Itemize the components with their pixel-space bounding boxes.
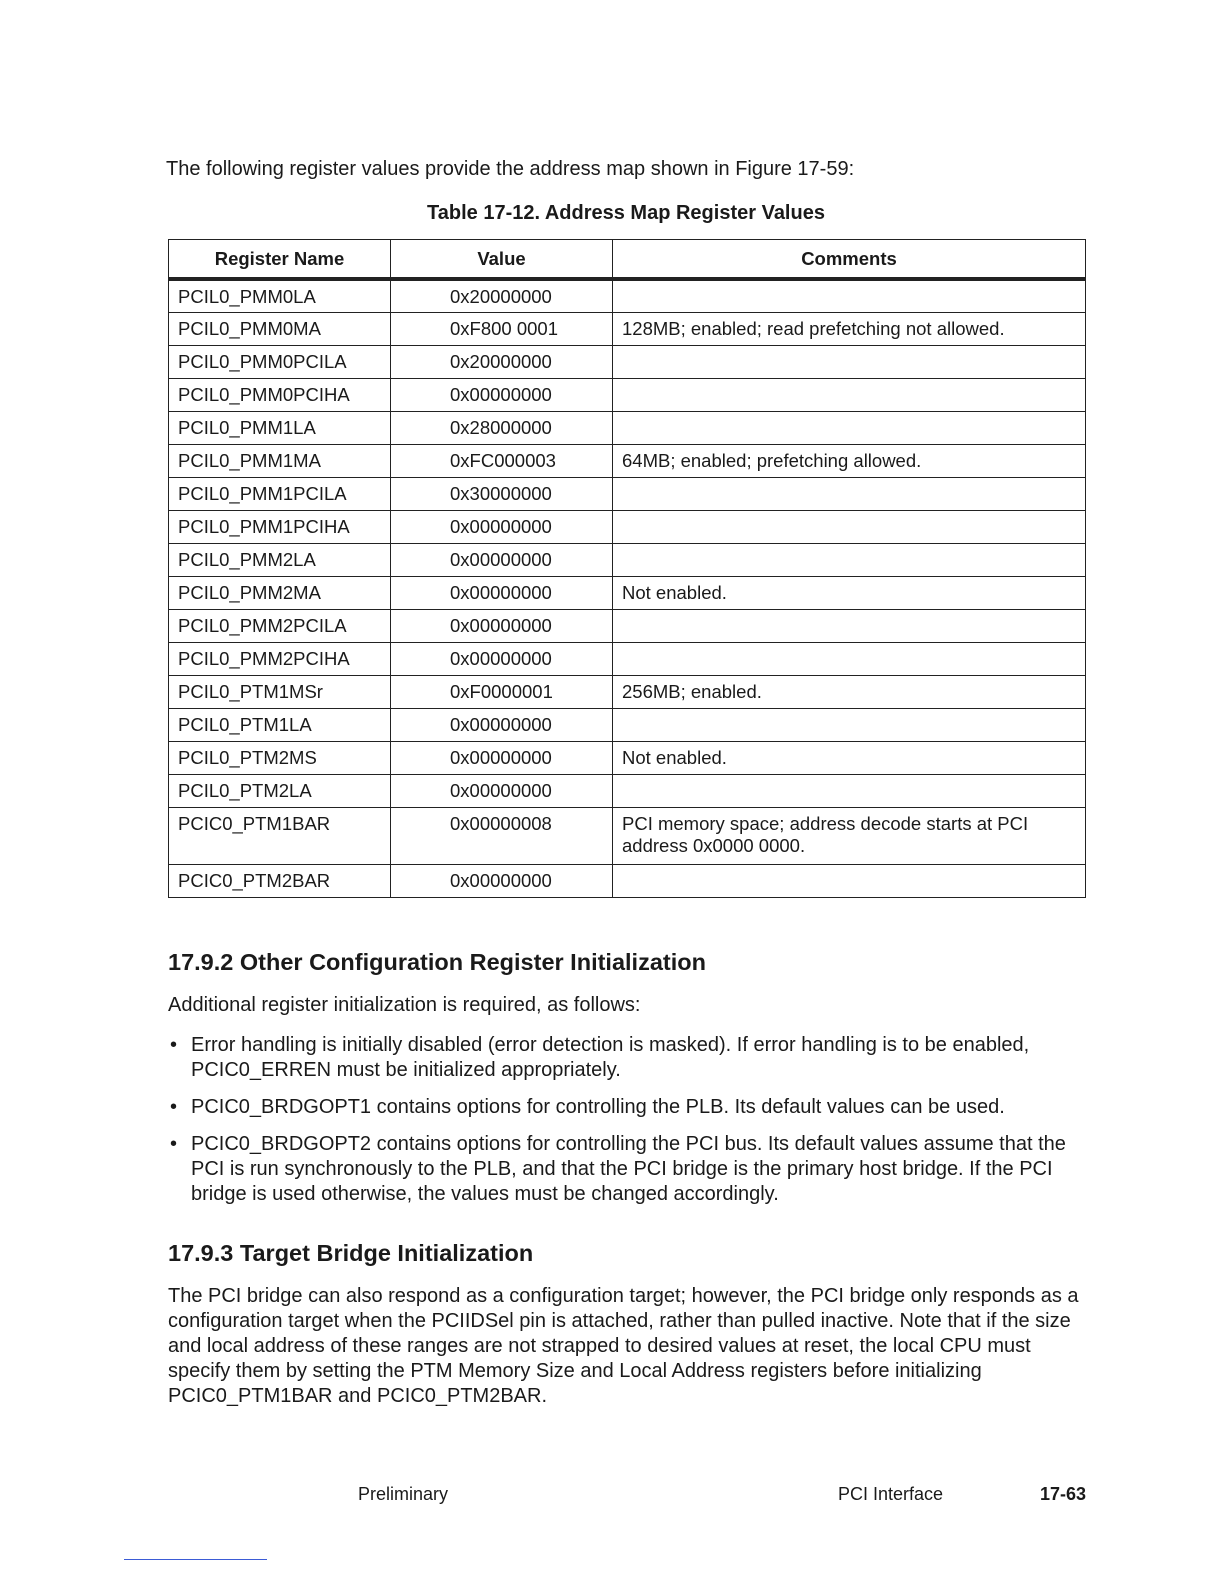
register-comment-cell <box>613 411 1086 444</box>
intro-text: The following register values provide the address map shown in Figure 17-59: <box>166 158 855 180</box>
address-map-table <box>168 239 1086 898</box>
register-name-cell: PCIL0_PTM1MSr <box>169 675 391 708</box>
list-item-text: PCIC0_BRDGOPT2 contains options for controlling the PCI bus. Its default values assume that the PCI is run synchronously to the PLB, and that the PCI bridge is the primary host bridge. If the PCI bridge is used otherwise, the values must be changed accordingly. <box>191 1133 1066 1205</box>
table-row <box>169 741 1086 774</box>
register-value-cell: 0x00000000 <box>391 609 613 642</box>
register-name-cell: PCIL0_PTM2LA <box>169 774 391 807</box>
register-comment-cell <box>613 510 1086 543</box>
list-item <box>168 1033 1088 1083</box>
register-value-cell: 0x00000000 <box>391 708 613 741</box>
register-name-cell: PCIL0_PMM0LA <box>169 279 391 312</box>
register-comment-cell <box>613 477 1086 510</box>
register-value-cell: 0x00000008 <box>391 807 613 864</box>
bullet-icon: • <box>170 1096 178 1118</box>
scan-edge-line <box>124 1559 267 1560</box>
register-comment-cell <box>613 609 1086 642</box>
table-row <box>169 444 1086 477</box>
register-value-cell: 0xF0000001 <box>391 675 613 708</box>
register-comment-cell: 128MB; enabled; read prefetching not allowed. <box>613 312 1086 345</box>
table-row <box>169 642 1086 675</box>
table-row <box>169 279 1086 312</box>
register-name-cell: PCIL0_PMM0MA <box>169 312 391 345</box>
register-comment-cell <box>613 378 1086 411</box>
register-comment-cell <box>613 864 1086 897</box>
register-name-cell: PCIL0_PMM0PCILA <box>169 345 391 378</box>
table-row <box>169 807 1086 864</box>
register-name-cell: PCIL0_PMM2LA <box>169 543 391 576</box>
table-row <box>169 774 1086 807</box>
section-heading-target-bridge: 17.9.3 Target Bridge Initialization <box>168 1240 534 1266</box>
table-row <box>169 510 1086 543</box>
table-row <box>169 708 1086 741</box>
register-value-cell: 0x00000000 <box>391 774 613 807</box>
table-row <box>169 312 1086 345</box>
register-comment-cell: PCI memory space; address decode starts at PCI address 0x0000 0000. <box>613 807 1086 864</box>
register-value-cell: 0x28000000 <box>391 411 613 444</box>
bullet-icon: • <box>170 1034 178 1056</box>
table-row <box>169 543 1086 576</box>
footer-chapter: PCI Interface <box>838 1484 944 1504</box>
list-item <box>168 1132 1088 1207</box>
register-name-cell: PCIL0_PTM2MS <box>169 741 391 774</box>
footer-status: Preliminary <box>358 1484 449 1504</box>
footer-page-number: 17-63 <box>1040 1484 1087 1504</box>
section-intro: Additional register initialization is required, as follows: <box>168 994 641 1016</box>
register-value-cell: 0x30000000 <box>391 477 613 510</box>
table-row <box>169 378 1086 411</box>
register-value-cell: 0x00000000 <box>391 741 613 774</box>
register-value-cell: 0xFC000003 <box>391 444 613 477</box>
register-value-cell: 0x00000000 <box>391 543 613 576</box>
register-name-cell: PCIL0_PMM1MA <box>169 444 391 477</box>
register-comment-cell <box>613 345 1086 378</box>
table-row <box>169 675 1086 708</box>
register-name-cell: PCIL0_PTM1LA <box>169 708 391 741</box>
register-name-cell: PCIC0_PTM2BAR <box>169 864 391 897</box>
table-row <box>169 345 1086 378</box>
register-value-cell: 0x00000000 <box>391 576 613 609</box>
table-row <box>169 864 1086 897</box>
register-value-cell: 0x00000000 <box>391 864 613 897</box>
table-row <box>169 576 1086 609</box>
register-name-cell: PCIL0_PMM2PCILA <box>169 609 391 642</box>
register-value-cell: 0xF800 0001 <box>391 312 613 345</box>
register-value-cell: 0x20000000 <box>391 345 613 378</box>
column-header-value: Value <box>391 240 613 280</box>
table-row <box>169 411 1086 444</box>
register-name-cell: PCIL0_PMM2PCIHA <box>169 642 391 675</box>
table-header-row <box>169 240 1086 280</box>
register-comment-cell <box>613 642 1086 675</box>
bullet-icon: • <box>170 1133 178 1155</box>
register-comment-cell <box>613 279 1086 312</box>
register-comment-cell <box>613 543 1086 576</box>
register-value-cell: 0x20000000 <box>391 279 613 312</box>
register-value-cell: 0x00000000 <box>391 642 613 675</box>
register-name-cell: PCIL0_PMM0PCIHA <box>169 378 391 411</box>
bullet-list <box>168 1033 1088 1219</box>
register-comment-cell: Not enabled. <box>613 576 1086 609</box>
register-value-cell: 0x00000000 <box>391 510 613 543</box>
list-item-text: PCIC0_BRDGOPT1 contains options for controlling the PLB. Its default values can be used. <box>191 1096 1005 1118</box>
section-body: The PCI bridge can also respond as a configuration target; however, the PCI bridge only responds as a configuration target when the PCIIDSel pin is attached, rather than pulled inactive. Note that if the size and local address of these ranges are not strapped to desired values at reset, the local CPU must specify them by setting the PTM Memory Size and Local Address registers before initializing PCIC0_PTM1BAR and PCIC0_PTM2BAR. <box>168 1285 1079 1407</box>
table-row <box>169 609 1086 642</box>
register-value-cell: 0x00000000 <box>391 378 613 411</box>
list-item <box>168 1095 1088 1120</box>
list-item-text: Error handling is initially disabled (error detection is masked). If error handling is to be enabled, PCIC0_ERREN must be initialized appropriately. <box>191 1034 1030 1081</box>
register-comment-cell <box>613 708 1086 741</box>
register-comment-cell: 64MB; enabled; prefetching allowed. <box>613 444 1086 477</box>
register-comment-cell: 256MB; enabled. <box>613 675 1086 708</box>
section-heading-other-config: 17.9.2 Other Configuration Register Initialization <box>168 949 706 975</box>
register-comment-cell: Not enabled. <box>613 741 1086 774</box>
register-name-cell: PCIL0_PMM1PCIHA <box>169 510 391 543</box>
register-name-cell: PCIL0_PMM1LA <box>169 411 391 444</box>
register-comment-cell <box>613 774 1086 807</box>
column-header-register-name: Register Name <box>169 240 391 280</box>
register-name-cell: PCIL0_PMM2MA <box>169 576 391 609</box>
register-name-cell: PCIC0_PTM1BAR <box>169 807 391 864</box>
table-row <box>169 477 1086 510</box>
table-caption: Table 17-12. Address Map Register Values <box>427 202 825 224</box>
column-header-comments: Comments <box>613 240 1086 280</box>
register-name-cell: PCIL0_PMM1PCILA <box>169 477 391 510</box>
